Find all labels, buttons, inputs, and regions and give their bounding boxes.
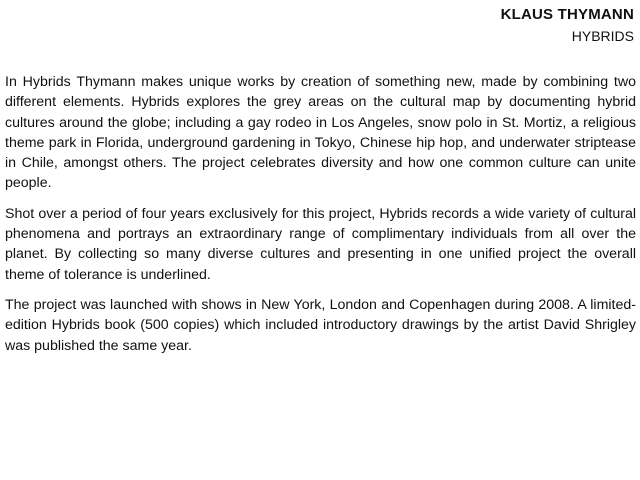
paragraph-3: The project was launched with shows in New York, London and Copenhagen during 2008. A limited-edition Hybrids book (500 copies) which included introductory drawings by the artist David Shrigley was published the same year. bbox=[5, 296, 636, 354]
project-title: HYBRIDS bbox=[571, 28, 634, 44]
paragraph-1: In Hybrids Thymann makes unique works by creation of something new, made by combining two different elements. Hybrids explores the grey areas on the cultural map by documenting hybrid cultures around the globe; including a gay rodeo in Los Angeles, snow polo in St. Mortiz, a religious theme park in Florida, underground gardening in Tokyo, Chinese hip hop, and underwater striptease in Chile, amongst others. The project celebrates diversity and how one common culture can unite people. bbox=[5, 74, 636, 192]
artist-name: KLAUS THYMANN bbox=[500, 6, 634, 23]
header bbox=[501, 6, 634, 45]
body-text bbox=[5, 72, 636, 366]
paragraph-2: Shot over a period of four years exclusively for this project, Hybrids records a wide variety of cultural phenomena and portrays an extraordinary range of complimentary individuals from all over the planet. By collecting so many diverse cultures and presenting in one unified project the overall theme of tolerance is underlined. bbox=[5, 205, 636, 283]
